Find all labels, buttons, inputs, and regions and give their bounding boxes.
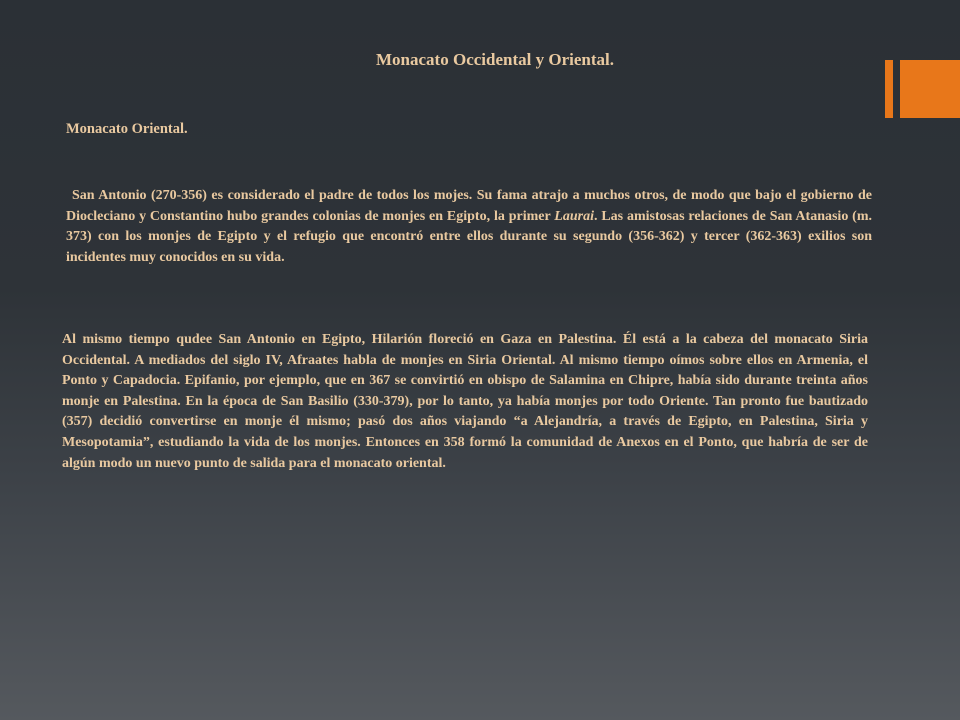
paragraph-1-text-end: . Las amistosas relaciones de San Atanasio (m. 373) con los monjes de Egipto y el refugio que encontró entre ellos durante su segundo (356-362) y tercer (362-363) exilios son incidentes muy conocidos en su vida. <box>66 208 873 265</box>
slide-title: Monacato Occidental y Oriental. <box>376 50 614 69</box>
paragraph-1-italic-term: Laurai <box>554 208 594 224</box>
paragraph-1-text-start: San Antonio (270-356) es considerado el padre de todos los mojes. Su fama atrajo a muchos otros, de modo que bajo el gobierno de Diocleciano y Constantino hubo grandes colonias de monjes en Egipto, la primer <box>66 188 872 224</box>
accent-bar-thick <box>900 60 960 118</box>
paragraph-hilarion: Al mismo tiempo qudee San Antonio en Egipto, Hilarión floreció en Gaza en Palestina. Él está a la cabeza del monacato Siria Occidental. A mediados del siglo IV, Afraates habla de monjes en Siria Oriental. Al mismo tiempo oímos sobre ellos en Armenia, el Ponto y Capadocia. Epifanio, por ejemplo, que en 367 se convirtió en obispo de Salamina en Chipre, había sido durante treinta años monje en Palestina. En la época de San Basilio (330-379), por lo tanto, ya había monjes por todo Oriente. Tan pronto fue bautizado (357) decidió convertirse en monje él mismo; pasó dos años viajando “a Alejandría, a través de Egipto, en Palestina, Siria y Mesopotamia”, estudiando la vida de los monjes. Entonces en 358 formó la comunidad de Anexos en el Ponto, que habría de ser de algún modo un nuevo punto de salida para el monacato oriental. <box>62 332 868 471</box>
section-subheading: Monacato Oriental. <box>66 121 188 137</box>
accent-bar-thin <box>885 60 893 118</box>
paragraph-san-antonio <box>66 186 872 268</box>
